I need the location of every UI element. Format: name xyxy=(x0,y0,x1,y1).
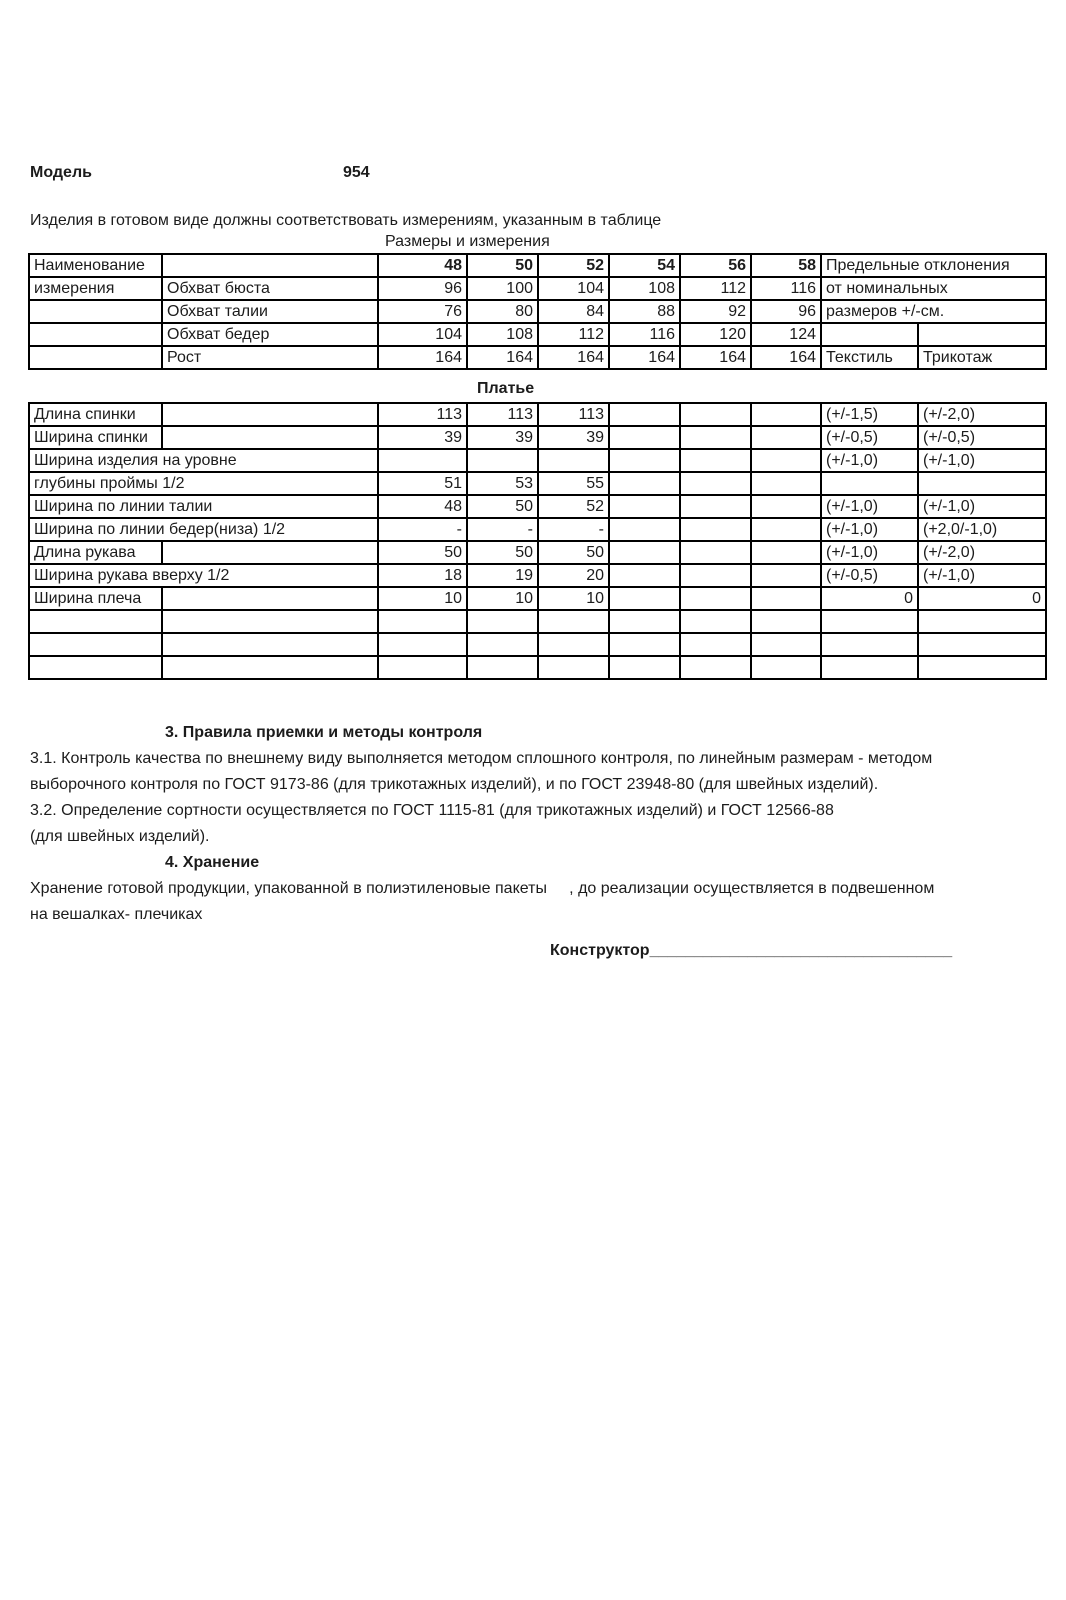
table-cell-empty xyxy=(538,449,609,472)
table-cell-empty xyxy=(29,346,162,369)
table-cell-empty xyxy=(918,656,1046,679)
table-cell: Текстиль xyxy=(821,346,918,369)
table-cell-empty xyxy=(680,541,751,564)
table-cell-empty xyxy=(378,449,467,472)
table-cell: 112 xyxy=(680,277,751,300)
table-cell-empty xyxy=(751,518,821,541)
signature-line: Конструктор__________________________________ xyxy=(550,942,953,959)
table-cell-empty xyxy=(609,587,680,610)
table-cell: 76 xyxy=(378,300,467,323)
table-cell: (+/-1,0) xyxy=(821,449,918,472)
table-cell: Ширина плеча xyxy=(29,587,162,610)
table-cell-empty xyxy=(29,656,162,679)
table-cell-empty xyxy=(538,633,609,656)
table-cell: 53 xyxy=(467,472,538,495)
table-cell-empty xyxy=(467,610,538,633)
sizes-table-title: Размеры и измерения xyxy=(385,233,550,250)
table-row xyxy=(29,518,1046,541)
table-cell-empty xyxy=(821,472,918,495)
dress-table xyxy=(28,402,1047,680)
table-cell-empty xyxy=(821,656,918,679)
table-cell-empty xyxy=(29,323,162,346)
table-cell-empty xyxy=(751,656,821,679)
body-text-line: 3.2. Определение сортности осуществляется по ГОСТ 1115-81 (для трикотажных изделий) и ГОСТ 12566-88 xyxy=(30,802,834,819)
table-cell: 52 xyxy=(538,495,609,518)
table-cell-empty xyxy=(162,587,378,610)
table-cell-empty xyxy=(918,610,1046,633)
table-cell-empty xyxy=(162,610,378,633)
table-row xyxy=(29,541,1046,564)
table-cell: 104 xyxy=(378,323,467,346)
table-row xyxy=(29,564,1046,587)
table-cell: 96 xyxy=(378,277,467,300)
table-cell-empty xyxy=(821,323,918,346)
table-cell-empty xyxy=(162,254,378,277)
table-row xyxy=(29,656,1046,679)
table-cell: (+/-1,0) xyxy=(821,495,918,518)
table-cell-empty xyxy=(609,656,680,679)
table-cell: 50 xyxy=(467,495,538,518)
table-cell-empty xyxy=(609,541,680,564)
table-cell: глубины проймы 1/2 xyxy=(29,472,378,495)
table-cell-empty xyxy=(680,495,751,518)
table-cell: 48 xyxy=(378,254,467,277)
table-cell-empty xyxy=(29,300,162,323)
table-cell-empty xyxy=(918,472,1046,495)
table-cell: - xyxy=(467,518,538,541)
table-row xyxy=(29,495,1046,518)
table-cell: 18 xyxy=(378,564,467,587)
table-cell-empty xyxy=(162,403,378,426)
table-cell: 0 xyxy=(918,587,1046,610)
table-cell: 124 xyxy=(751,323,821,346)
table-cell-empty xyxy=(467,656,538,679)
table-cell: 164 xyxy=(751,346,821,369)
table-cell: Трикотаж xyxy=(918,346,1046,369)
table-cell-empty xyxy=(680,518,751,541)
table-cell: 164 xyxy=(680,346,751,369)
body-text-line: 3.1. Контроль качества по внешнему виду выполняется методом сплошного контроля, по линейным размерам - методом xyxy=(30,750,933,767)
table-cell: (+/-1,0) xyxy=(918,449,1046,472)
body-text-line: выборочного контроля по ГОСТ 9173-86 (для трикотажных изделий), и по ГОСТ 23948-80 (для швейных изделий). xyxy=(30,776,879,793)
body-text-line: 4. Хранение xyxy=(165,854,260,871)
table-cell-empty xyxy=(609,449,680,472)
table-cell-empty xyxy=(467,633,538,656)
table-cell-empty xyxy=(751,472,821,495)
table-cell: (+/-1,0) xyxy=(918,564,1046,587)
model-label: Модель xyxy=(30,164,92,181)
table-cell: 96 xyxy=(751,300,821,323)
table-cell: (+/-1,0) xyxy=(918,495,1046,518)
table-cell-empty xyxy=(751,403,821,426)
table-cell: (+/-0,5) xyxy=(821,426,918,449)
table-cell-empty xyxy=(378,610,467,633)
table-cell-empty xyxy=(751,587,821,610)
table-cell: 88 xyxy=(609,300,680,323)
table-cell: 164 xyxy=(609,346,680,369)
table-cell: Предельные отклонения xyxy=(821,254,1046,277)
table-cell: 116 xyxy=(609,323,680,346)
table-cell-empty xyxy=(680,656,751,679)
table-row xyxy=(29,277,1046,300)
table-cell: 10 xyxy=(378,587,467,610)
table-cell: (+2,0/-1,0) xyxy=(918,518,1046,541)
table-cell: 10 xyxy=(538,587,609,610)
table-cell: 100 xyxy=(467,277,538,300)
table-cell-empty xyxy=(751,564,821,587)
table-cell-empty xyxy=(609,426,680,449)
table-row xyxy=(29,403,1046,426)
table-row xyxy=(29,300,1046,323)
table-cell: 54 xyxy=(609,254,680,277)
table-cell: 104 xyxy=(538,277,609,300)
table-cell-empty xyxy=(680,564,751,587)
table-cell: 108 xyxy=(609,277,680,300)
table-cell-empty xyxy=(751,449,821,472)
table-cell-empty xyxy=(467,449,538,472)
table-row xyxy=(29,346,1046,369)
intro-text: Изделия в готовом виде должны соответствовать измерениям, указанным в таблице xyxy=(30,212,662,229)
table-cell: 50 xyxy=(467,254,538,277)
table-cell: Обхват талии xyxy=(162,300,378,323)
table-cell-empty xyxy=(162,426,378,449)
table-cell: Обхват бедер xyxy=(162,323,378,346)
table-row xyxy=(29,449,1046,472)
table-cell: 116 xyxy=(751,277,821,300)
table-cell: 112 xyxy=(538,323,609,346)
table-cell-empty xyxy=(378,656,467,679)
table-cell: 56 xyxy=(680,254,751,277)
table-cell: (+/-0,5) xyxy=(821,564,918,587)
table-cell: 39 xyxy=(538,426,609,449)
table-row xyxy=(29,254,1046,277)
table-cell-empty xyxy=(680,426,751,449)
table-cell-empty xyxy=(609,403,680,426)
table-cell: - xyxy=(378,518,467,541)
table-cell-empty xyxy=(680,587,751,610)
body-text xyxy=(30,720,934,928)
table-cell-empty xyxy=(538,656,609,679)
table-cell: (+/-2,0) xyxy=(918,403,1046,426)
table-cell-empty xyxy=(751,426,821,449)
table-cell: 80 xyxy=(467,300,538,323)
table-cell: 120 xyxy=(680,323,751,346)
table-cell-empty xyxy=(751,633,821,656)
table-cell-empty xyxy=(609,610,680,633)
table-cell: 58 xyxy=(751,254,821,277)
table-cell: (+/-1,5) xyxy=(821,403,918,426)
table-cell: Ширина по линии талии xyxy=(29,495,378,518)
table-cell-empty xyxy=(162,633,378,656)
table-cell: 52 xyxy=(538,254,609,277)
table-row xyxy=(29,587,1046,610)
table-cell: 39 xyxy=(467,426,538,449)
table-cell: 164 xyxy=(467,346,538,369)
dress-section-title: Платье xyxy=(477,380,535,397)
table-cell: 55 xyxy=(538,472,609,495)
table-cell: - xyxy=(538,518,609,541)
table-cell-empty xyxy=(162,541,378,564)
table-cell-empty xyxy=(918,323,1046,346)
table-cell-empty xyxy=(821,610,918,633)
table-row xyxy=(29,610,1046,633)
table-row xyxy=(29,472,1046,495)
table-cell-empty xyxy=(751,541,821,564)
table-cell: 50 xyxy=(378,541,467,564)
sizes-table xyxy=(28,253,1047,370)
model-number: 954 xyxy=(343,164,370,181)
table-cell-empty xyxy=(609,564,680,587)
table-cell-empty xyxy=(680,472,751,495)
dress-table-body xyxy=(29,403,1046,679)
body-text-line: Хранение готовой продукции, упакованной в полиэтиленовые пакеты , до реализации осуществляется в подвешенном xyxy=(30,880,935,897)
table-cell: Ширина спинки xyxy=(29,426,162,449)
table-cell: 19 xyxy=(467,564,538,587)
table-cell: 164 xyxy=(538,346,609,369)
table-cell: 113 xyxy=(378,403,467,426)
table-cell: Длина спинки xyxy=(29,403,162,426)
table-cell: (+/-2,0) xyxy=(918,541,1046,564)
table-cell-empty xyxy=(609,518,680,541)
table-cell: Рост xyxy=(162,346,378,369)
table-cell: 164 xyxy=(378,346,467,369)
table-row xyxy=(29,426,1046,449)
table-cell-empty xyxy=(751,495,821,518)
table-cell: 50 xyxy=(467,541,538,564)
table-cell: 20 xyxy=(538,564,609,587)
table-cell: 0 xyxy=(821,587,918,610)
table-cell: Ширина изделия на уровне xyxy=(29,449,378,472)
table-cell: 113 xyxy=(538,403,609,426)
body-text-line: (для швейных изделий). xyxy=(30,828,210,845)
table-cell-empty xyxy=(680,633,751,656)
table-row xyxy=(29,323,1046,346)
table-cell: 39 xyxy=(378,426,467,449)
table-cell: от номинальных xyxy=(821,277,1046,300)
table-cell: Обхват бюста xyxy=(162,277,378,300)
table-cell-empty xyxy=(918,633,1046,656)
table-cell: 84 xyxy=(538,300,609,323)
body-text-line: на вешалках- плечиках xyxy=(30,906,203,923)
table-cell-empty xyxy=(378,633,467,656)
table-cell-empty xyxy=(609,472,680,495)
table-cell-empty xyxy=(751,610,821,633)
table-cell-empty xyxy=(609,633,680,656)
body-text-line: 3. Правила приемки и методы контроля xyxy=(165,724,483,741)
table-cell: (+/-1,0) xyxy=(821,541,918,564)
table-cell: 50 xyxy=(538,541,609,564)
table-cell-empty xyxy=(162,656,378,679)
sizes-table-body xyxy=(29,254,1046,369)
table-cell: (+/-0,5) xyxy=(918,426,1046,449)
table-cell: (+/-1,0) xyxy=(821,518,918,541)
table-cell-empty xyxy=(821,633,918,656)
table-row xyxy=(29,633,1046,656)
table-cell: измерения xyxy=(29,277,162,300)
table-cell-empty xyxy=(609,495,680,518)
table-cell-empty xyxy=(680,403,751,426)
table-cell: Ширина рукава вверху 1/2 xyxy=(29,564,378,587)
table-cell: Длина рукава xyxy=(29,541,162,564)
table-cell: 48 xyxy=(378,495,467,518)
table-cell-empty xyxy=(680,449,751,472)
table-cell: 108 xyxy=(467,323,538,346)
table-cell: Наименование xyxy=(29,254,162,277)
table-cell: 113 xyxy=(467,403,538,426)
table-cell: Ширина по линии бедер(низа) 1/2 xyxy=(29,518,378,541)
table-cell-empty xyxy=(29,633,162,656)
table-cell-empty xyxy=(680,610,751,633)
table-cell-empty xyxy=(29,610,162,633)
table-cell: 10 xyxy=(467,587,538,610)
table-cell: 51 xyxy=(378,472,467,495)
table-cell-empty xyxy=(538,610,609,633)
table-cell: размеров +/-см. xyxy=(821,300,1046,323)
table-cell: 92 xyxy=(680,300,751,323)
